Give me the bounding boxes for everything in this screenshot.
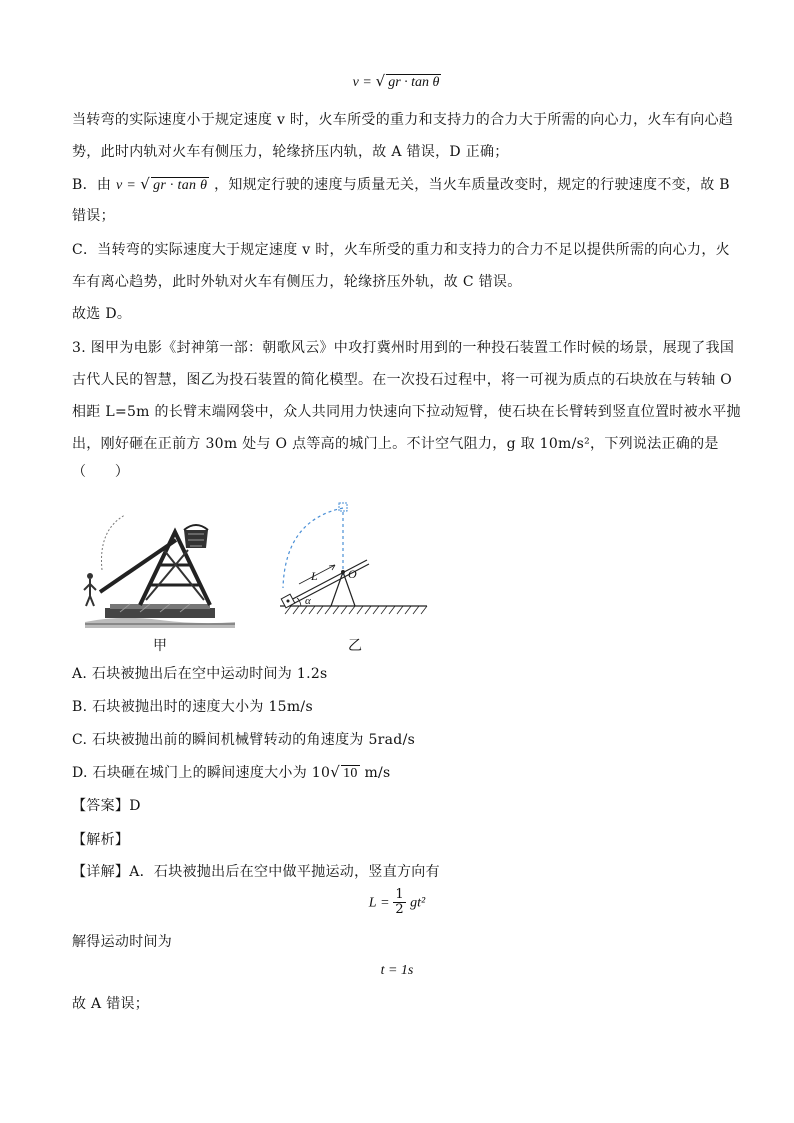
catapult-illustration <box>80 500 240 660</box>
analysis-label: 【解析】 <box>72 832 130 848</box>
formula-eq: = <box>363 75 372 90</box>
answer-label: 【答案】D <box>72 798 141 814</box>
option-d-radicand: 10 <box>343 766 358 781</box>
formula-fraction <box>393 888 405 917</box>
paragraph-c-line-1: C．当转弯的实际速度大于规定速度 v 时，火车所受的重力和支持力的合力不足以提供所需的向心力，火 <box>72 242 730 258</box>
diagram-label-o: O <box>348 567 357 581</box>
option-d-pre: D. 石块砸在城门上的瞬间速度大小为 10 <box>72 765 331 781</box>
option-b: B. 石块被抛出时的速度大小为 15m/s <box>72 699 313 715</box>
option-d-post: m/s <box>364 765 391 781</box>
detail-line: 【详解】A．石块被抛出后在空中做平抛运动，竖直方向有 <box>72 864 440 880</box>
paragraph-b-line-2: 错误； <box>72 208 115 224</box>
fraction-denominator: 2 <box>395 902 404 917</box>
formula-b-lhs: v <box>115 178 123 193</box>
figure-label-yi: 乙 <box>348 639 362 654</box>
fraction-numerator: 1 <box>395 887 404 902</box>
paragraph-b-pre: B．由 <box>72 177 112 193</box>
question-3-line-5: （ ） <box>72 464 130 480</box>
formula-radicand: gr · tan θ <box>388 75 440 90</box>
conclusion-line: 故 A 错误； <box>72 996 150 1012</box>
formula-l-rhs: gt² <box>410 895 426 911</box>
catapult-model-diagram <box>275 500 435 660</box>
formula-velocity <box>0 70 794 94</box>
paragraph-1-line-1: 当转弯的实际速度小于规定速度 v 时，火车所受的重力和支持力的合力大于所需的向心力，火车有向心趋 <box>72 112 734 128</box>
formula-length <box>0 888 794 917</box>
option-d <box>72 762 391 783</box>
paragraph-1-line-2: 势，此时内轨对火车有侧压力，轮缘挤压内轨，故 A 错误，D 正确； <box>72 144 509 160</box>
question-3-line-3: 相距 L=5m 的长臂末端网袋中，众人共同用力快速向下拉动短臂，使石块在长臂转到竖直位置时被水平抛 <box>72 404 741 420</box>
option-c: C. 石块被抛出前的瞬间机械臂转动的角速度为 5rad/s <box>72 732 416 748</box>
formula-l-eq: = <box>381 895 389 911</box>
option-a: A. 石块被抛出后在空中运动时间为 1.2s <box>72 666 328 682</box>
diagram-label-alpha: α <box>305 595 311 607</box>
choose-answer: 故选 D。 <box>72 306 132 322</box>
paragraph-c-line-2: 车有离心趋势，此时外轨对火车有侧压力，轮缘挤压外轨，故 C 错误。 <box>72 274 522 290</box>
question-3-line-4: 出，刚好砸在正前方 30m 处与 O 点等高的城门上。不计空气阻力，g 取 10m/s²，下列说法正确的是 <box>72 436 719 452</box>
formula-b-radicand: gr · tan θ <box>153 178 208 193</box>
paragraph-b-post: ，知规定行驶的速度与质量无关，当火车质量改变时，规定的行驶速度不变，故 B <box>214 177 730 193</box>
formula-b-eq: = <box>127 178 136 193</box>
figure-label-jia: 甲 <box>153 639 167 654</box>
radical-sign: √ <box>375 72 386 90</box>
formula-time: t = 1s <box>380 963 414 978</box>
radical-sign: √ <box>140 175 151 193</box>
question-3-line-1: 3. 图甲为电影《封神第一部：朝歌风云》中攻打冀州时用到的一种投石装置工作时候的场景，展现了我国 <box>72 340 735 356</box>
formula-lhs: v <box>352 75 359 90</box>
diagram-label-l: L <box>311 569 318 583</box>
formula-l-lhs: L <box>368 895 377 911</box>
radical-sign: √ <box>330 763 341 781</box>
question-3-line-2: 古代人民的智慧，图乙为投石装置的简化模型。在一次投石过程中，将一可视为质点的石块放在与转轴 O <box>72 372 733 388</box>
paragraph-b-line-1 <box>72 174 730 196</box>
solve-line: 解得运动时间为 <box>72 934 173 950</box>
